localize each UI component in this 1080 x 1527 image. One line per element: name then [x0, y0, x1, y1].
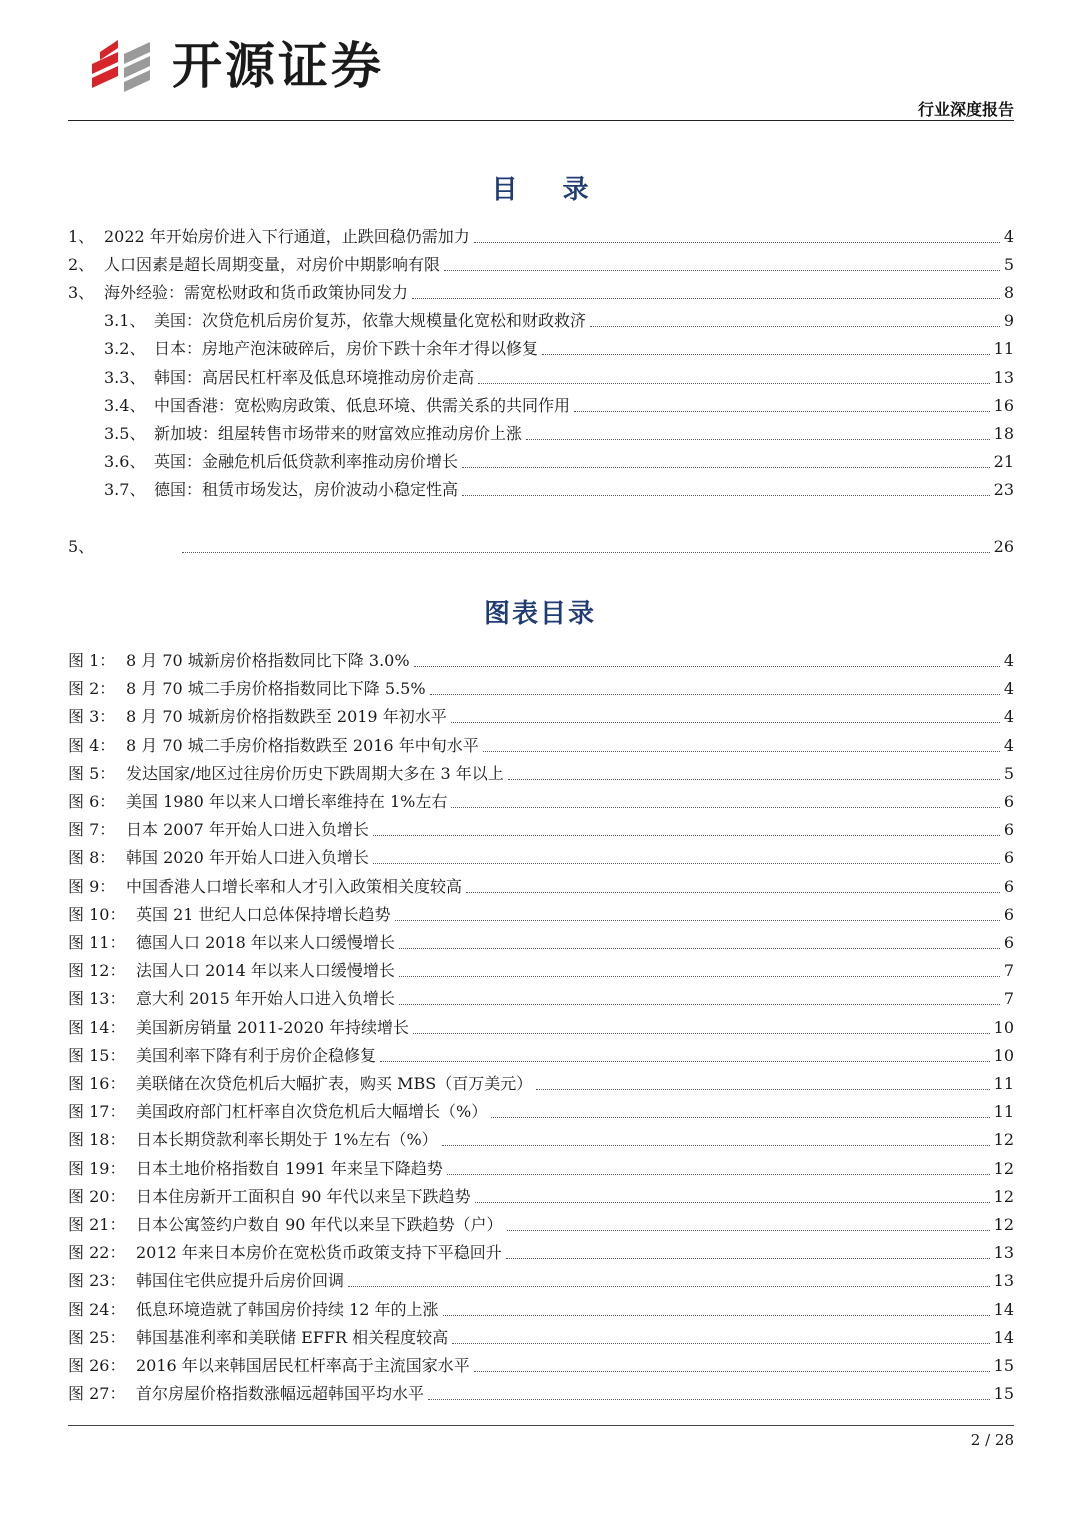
dot-leader: [428, 1399, 990, 1400]
entry-number: 图 21：: [68, 1215, 126, 1234]
dot-leader: [574, 411, 990, 412]
entry-page: 15: [993, 1356, 1014, 1375]
dot-leader: [451, 807, 999, 808]
entry-label: 德国人口 2018 年以来人口缓慢增长: [136, 933, 395, 952]
footer-divider: [68, 1425, 1014, 1426]
entry-number: 图 24：: [68, 1300, 126, 1319]
entry-label: 美国政府部门杠杆率自次贷危机后大幅增长（%）: [136, 1102, 488, 1121]
figure-entry[interactable]: [68, 646, 1014, 672]
figure-entry[interactable]: [68, 674, 1014, 700]
entry-page: 12: [993, 1159, 1014, 1178]
page-header: [0, 0, 1080, 125]
entry-label: 2016 年以来韩国居民杠杆率高于主流国家水平: [136, 1356, 470, 1375]
entry-label: 美国 1980 年以来人口增长率维持在 1%左右: [126, 792, 448, 811]
entry-label: 中国香港：宽松购房政策、低息环境、供需关系的共同作用: [154, 396, 571, 415]
entry-label: 2022 年开始房价进入下行通道，止跌回稳仍需加力: [104, 227, 470, 246]
dot-leader: [380, 1061, 990, 1062]
entry-page: 14: [993, 1328, 1014, 1347]
dot-leader: [430, 694, 1000, 695]
figure-entry[interactable]: [68, 1013, 1014, 1039]
entry-label: 8 月 70 城新房价格指数跌至 2019 年初水平: [126, 707, 447, 726]
entry-label: 英国 21 世纪人口总体保持增长趋势: [136, 905, 391, 924]
entry-label: 美联储在次贷危机后大幅扩表，购买 MBS（百万美元）: [136, 1074, 533, 1093]
dot-leader: [508, 779, 1000, 780]
figure-entry[interactable]: [68, 843, 1014, 869]
dot-leader: [507, 1230, 990, 1231]
entry-page: 6: [1003, 877, 1014, 896]
entry-label: 韩国住宅供应提升后房价回调: [136, 1271, 345, 1290]
entry-label: 日本：房地产泡沫破碎后，房价下跌十余年才得以修复: [154, 339, 539, 358]
dot-leader: [474, 1371, 990, 1372]
entry-page: 8: [1003, 283, 1014, 302]
entry-number: 3、: [68, 283, 95, 302]
entry-label: 8 月 70 城二手房价格指数跌至 2016 年中旬水平: [126, 736, 479, 755]
entry-page: 11: [993, 339, 1014, 358]
toc-entry[interactable]: [68, 222, 1014, 248]
entry-page: 10: [993, 1018, 1014, 1037]
entry-label: 日本长期贷款利率长期处于 1%左右（%）: [136, 1130, 438, 1149]
figure-entry[interactable]: [68, 1154, 1014, 1180]
dot-leader: [462, 467, 990, 468]
figure-entry[interactable]: [68, 1295, 1014, 1321]
entry-label: 德国：租赁市场发达，房价波动小稳定性高: [154, 480, 459, 499]
figure-entry[interactable]: [68, 1210, 1014, 1236]
entry-page: 4: [1003, 679, 1014, 698]
figure-entry[interactable]: [68, 1125, 1014, 1151]
entry-label: 韩国 2020 年开始人口进入负增长: [126, 848, 369, 867]
entry-label: 2012 年来日本房价在宽松货币政策支持下平稳回升: [136, 1243, 502, 1262]
entry-label: 英国：金融危机后低贷款利率推动房价增长: [154, 452, 459, 471]
figure-entry[interactable]: [68, 787, 1014, 813]
entry-number: 图 14：: [68, 1018, 126, 1037]
dot-leader: [466, 892, 1000, 893]
brand-name: 开源证券: [172, 37, 384, 95]
toc-title: 目 录: [491, 175, 607, 205]
entry-number: 图 22：: [68, 1243, 126, 1262]
entry-label: 美国利率下降有利于房价企稳修复: [136, 1046, 377, 1065]
dot-leader: [474, 242, 1000, 243]
entry-label: 8 月 70 城二手房价格指数同比下降 5.5%: [126, 679, 426, 698]
entry-page: 4: [1003, 651, 1014, 670]
entry-number: 1、: [68, 227, 95, 246]
dot-leader: [542, 354, 990, 355]
entry-page: 13: [993, 1271, 1014, 1290]
entry-label: 韩国：高居民杠杆率及低息环境推动房价走高: [154, 368, 475, 387]
entry-number: 图 12：: [68, 961, 126, 980]
entry-page: 6: [1003, 792, 1014, 811]
entry-page: 26: [993, 537, 1014, 556]
page-number: 2 / 28: [970, 1431, 1014, 1449]
figure-entry[interactable]: [68, 759, 1014, 785]
figure-entry[interactable]: [68, 984, 1014, 1010]
entry-label: 发达国家/地区过往房价历史下跌周期大多在 3 年以上: [126, 764, 504, 783]
dot-leader: [443, 1315, 990, 1316]
entry-label: 韩国基准利率和美联储 EFFR 相关程度较高: [136, 1328, 449, 1347]
entry-label: 意大利 2015 年开始人口进入负增长: [136, 989, 395, 1008]
entry-page: 11: [993, 1074, 1014, 1093]
entry-page: 13: [993, 1243, 1014, 1262]
dot-leader: [413, 1033, 990, 1034]
entry-number: 图 20：: [68, 1187, 126, 1206]
toc-entry[interactable]: [68, 250, 1014, 276]
toc-entry[interactable]: [104, 306, 1014, 332]
entry-number: 图 4：: [68, 736, 116, 755]
entry-page: 14: [993, 1300, 1014, 1319]
entry-page: 6: [1003, 933, 1014, 952]
entry-page: 13: [993, 368, 1014, 387]
dot-leader: [399, 948, 1000, 949]
entry-number: 图 13：: [68, 989, 126, 1008]
entry-label: 海外经验：需宽松财政和货币政策协同发力: [104, 283, 409, 302]
figure-entry[interactable]: [68, 815, 1014, 841]
dot-leader: [526, 439, 990, 440]
entry-number: 图 27：: [68, 1384, 126, 1403]
entry-number: 3.1、: [104, 311, 146, 330]
toc-entry[interactable]: [104, 391, 1014, 417]
dot-leader: [506, 1258, 990, 1259]
dot-leader: [412, 298, 1000, 299]
toc-entry[interactable]: [68, 278, 1014, 304]
dot-leader: [491, 1117, 989, 1118]
dot-leader: [447, 1174, 990, 1175]
entry-page: 18: [993, 424, 1014, 443]
entry-label: 新加坡：组屋转售市场带来的财富效应推动房价上涨: [154, 424, 523, 443]
dot-leader: [590, 326, 1000, 327]
dot-leader: [373, 863, 1000, 864]
entry-page: 6: [1003, 905, 1014, 924]
toc-entry[interactable]: [104, 419, 1014, 445]
entry-page: 4: [1003, 736, 1014, 755]
entry-number: 图 9：: [68, 877, 116, 896]
toc-entry[interactable]: [104, 334, 1014, 360]
figure-entry[interactable]: [68, 1238, 1014, 1264]
figure-entry[interactable]: [68, 1379, 1014, 1405]
entry-number: 图 18：: [68, 1130, 126, 1149]
entry-page: 4: [1003, 707, 1014, 726]
dot-leader: [182, 552, 990, 553]
entry-number: 3.2、: [104, 339, 146, 358]
entry-number: 图 2：: [68, 679, 116, 698]
entry-page: 11: [993, 1102, 1014, 1121]
dot-leader: [536, 1089, 989, 1090]
entry-page: 4: [1003, 227, 1014, 246]
entry-number: 图 6：: [68, 792, 116, 811]
figure-entry[interactable]: [68, 731, 1014, 757]
entry-label: 美国：次贷危机后房价复苏，依靠大规模量化宽松和财政救济: [154, 311, 587, 330]
dot-leader: [399, 976, 1000, 977]
entry-label: 美国新房销量 2011-2020 年持续增长: [136, 1018, 410, 1037]
entry-page: 6: [1003, 820, 1014, 839]
entry-number: 图 15：: [68, 1046, 126, 1065]
entry-number: 3.6、: [104, 452, 146, 471]
entry-page: 9: [1003, 311, 1014, 330]
dot-leader: [475, 1202, 990, 1203]
entry-number: 5、: [68, 537, 95, 556]
entry-page: 21: [993, 452, 1014, 471]
dot-leader: [483, 751, 1000, 752]
entry-number: 图 16：: [68, 1074, 126, 1093]
entry-label: 日本公寓签约户数自 90 年代以来呈下跌趋势（户）: [136, 1215, 503, 1234]
entry-page: 5: [1003, 764, 1014, 783]
dot-leader: [414, 666, 1000, 667]
entry-number: 图 26：: [68, 1356, 126, 1375]
figure-entry[interactable]: [68, 1069, 1014, 1095]
report-type-label: 行业深度报告: [917, 100, 1014, 119]
toc-entry[interactable]: [104, 363, 1014, 389]
entry-page: 7: [1003, 961, 1014, 980]
entry-number: 图 25：: [68, 1328, 126, 1347]
dot-leader: [478, 383, 990, 384]
figure-entry[interactable]: [68, 928, 1014, 954]
figure-entry[interactable]: [68, 1182, 1014, 1208]
entry-number: 图 23：: [68, 1271, 126, 1290]
dot-leader: [399, 1004, 1000, 1005]
figure-entry[interactable]: [68, 1041, 1014, 1067]
toc-entry[interactable]: [104, 447, 1014, 473]
entry-label: 中国香港人口增长率和人才引入政策相关度较高: [126, 877, 463, 896]
entry-number: 图 19：: [68, 1159, 126, 1178]
dot-leader: [452, 1343, 990, 1344]
entry-number: 3.4、: [104, 396, 146, 415]
dot-leader: [395, 920, 1000, 921]
entry-label: 日本土地价格指数自 1991 年来呈下降趋势: [136, 1159, 443, 1178]
entry-number: 3.7、: [104, 480, 146, 499]
figure-entry[interactable]: [68, 1097, 1014, 1123]
entry-number: 图 10：: [68, 905, 126, 924]
entry-label: 日本 2007 年开始人口进入负增长: [126, 820, 369, 839]
kaiyuan-logo-icon: [88, 34, 162, 96]
dot-leader: [444, 270, 1000, 271]
entry-number: 3.5、: [104, 424, 146, 443]
figure-entry[interactable]: [68, 1266, 1014, 1292]
entry-number: 图 17：: [68, 1102, 126, 1121]
entry-number: 图 3：: [68, 707, 116, 726]
entry-number: 图 11：: [68, 933, 126, 952]
entry-number: 图 1：: [68, 651, 116, 670]
figure-entry[interactable]: [68, 1323, 1014, 1349]
entry-page: 12: [993, 1215, 1014, 1234]
dot-leader: [442, 1145, 990, 1146]
toc-entry[interactable]: [104, 475, 1014, 501]
entry-page: 7: [1003, 989, 1014, 1008]
figure-entry[interactable]: [68, 956, 1014, 982]
dot-leader: [348, 1286, 990, 1287]
entry-page: 16: [993, 396, 1014, 415]
entry-label: 人口因素是超长周期变量，对房价中期影响有限: [104, 255, 441, 274]
entry-label: 8 月 70 城新房价格指数同比下降 3.0%: [126, 651, 410, 670]
entry-page: 15: [993, 1384, 1014, 1403]
entry-number: 2、: [68, 255, 95, 274]
entry-label: 法国人口 2014 年以来人口缓慢增长: [136, 961, 395, 980]
header-divider: [68, 120, 1014, 121]
dot-leader: [451, 722, 1000, 723]
entry-page: 12: [993, 1187, 1014, 1206]
entry-label: 首尔房屋价格指数涨幅远超韩国平均水平: [136, 1384, 425, 1403]
dot-leader: [462, 495, 990, 496]
toc-entry[interactable]: [68, 532, 1014, 558]
entry-number: 图 5：: [68, 764, 116, 783]
entry-label: 低息环境造就了韩国房价持续 12 年的上涨: [136, 1300, 439, 1319]
entry-page: 5: [1003, 255, 1014, 274]
figure-entry[interactable]: [68, 900, 1014, 926]
entry-page: 23: [993, 480, 1014, 499]
entry-number: 图 7：: [68, 820, 116, 839]
figure-entry[interactable]: [68, 872, 1014, 898]
entry-page: 12: [993, 1130, 1014, 1149]
entry-page: 10: [993, 1046, 1014, 1065]
figure-entry[interactable]: [68, 702, 1014, 728]
entry-label: 日本住房新开工面积自 90 年代以来呈下跌趋势: [136, 1187, 471, 1206]
entry-number: 3.3、: [104, 368, 146, 387]
entry-number: 图 8：: [68, 848, 116, 867]
figure-entry[interactable]: [68, 1351, 1014, 1377]
figure-list-title: 图表目录: [483, 599, 596, 629]
entry-page: 6: [1003, 848, 1014, 867]
dot-leader: [373, 835, 1000, 836]
